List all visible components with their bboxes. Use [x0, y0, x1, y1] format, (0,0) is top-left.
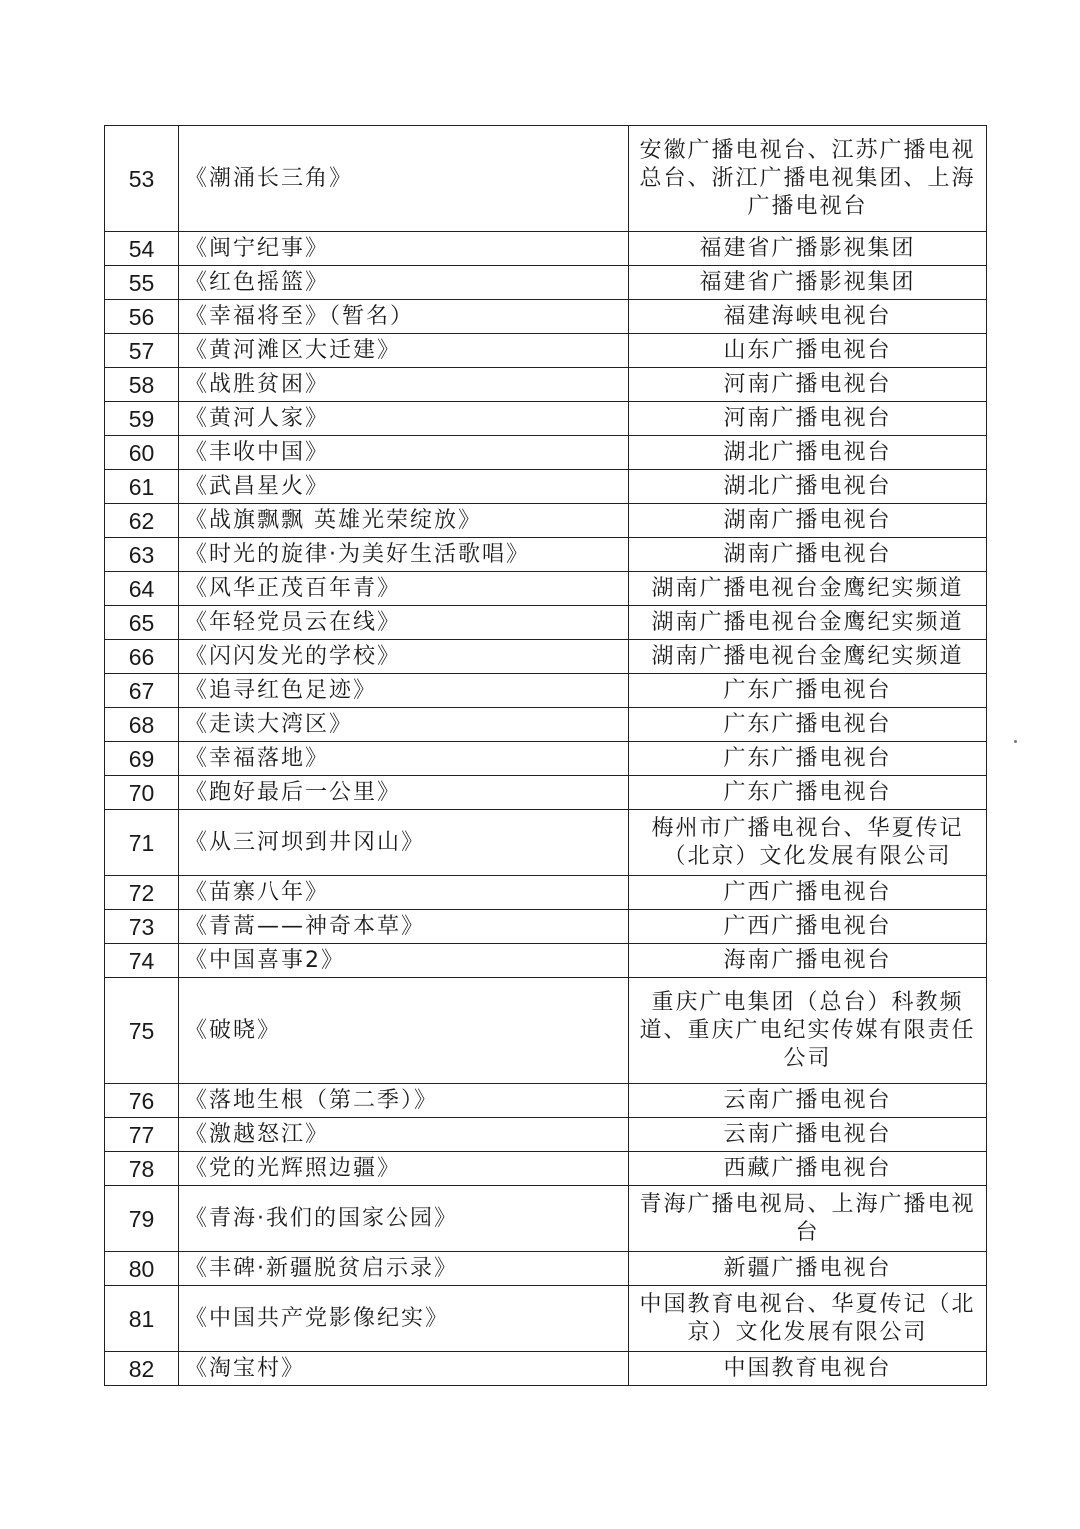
producer-organization: 河南广播电视台 — [629, 368, 987, 402]
producer-organization: 广东广播电视台 — [629, 708, 987, 742]
table-row — [105, 640, 987, 674]
table-row — [105, 368, 987, 402]
table-row — [105, 232, 987, 266]
row-number: 69 — [105, 742, 179, 776]
producer-organization: 广西广播电视台 — [629, 910, 987, 944]
row-number: 72 — [105, 876, 179, 910]
producer-organization: 福建海峡电视台 — [629, 300, 987, 334]
program-title: 《闽宁纪事》 — [179, 232, 629, 266]
program-title: 《闪闪发光的学校》 — [179, 640, 629, 674]
table-row — [105, 334, 987, 368]
program-table-container — [104, 125, 986, 1386]
table-row — [105, 538, 987, 572]
row-number: 53 — [105, 126, 179, 232]
program-title: 《战旗飘飘 英雄光荣绽放》 — [179, 504, 629, 538]
program-title: 《潮涌长三角》 — [179, 126, 629, 232]
program-title: 《中国喜事2》 — [179, 944, 629, 978]
program-title: 《激越怒江》 — [179, 1118, 629, 1152]
producer-organization: 湖北广播电视台 — [629, 436, 987, 470]
program-title: 《丰碑·新疆脱贫启示录》 — [179, 1252, 629, 1286]
row-number: 64 — [105, 572, 179, 606]
producer-organization: 湖南广播电视台 — [629, 504, 987, 538]
table-row — [105, 708, 987, 742]
row-number: 58 — [105, 368, 179, 402]
row-number: 78 — [105, 1152, 179, 1186]
row-number: 68 — [105, 708, 179, 742]
producer-organization: 湖北广播电视台 — [629, 470, 987, 504]
table-row — [105, 876, 987, 910]
table-row — [105, 1084, 987, 1118]
table-row — [105, 978, 987, 1084]
table-row — [105, 572, 987, 606]
producer-organization: 湖南广播电视台金鹰纪实频道 — [629, 606, 987, 640]
producer-organization: 西藏广播电视台 — [629, 1152, 987, 1186]
row-number: 62 — [105, 504, 179, 538]
program-title: 《年轻党员云在线》 — [179, 606, 629, 640]
program-title: 《淘宝村》 — [179, 1352, 629, 1386]
row-number: 70 — [105, 776, 179, 810]
program-title: 《幸福将至》（暂名） — [179, 300, 629, 334]
table-row — [105, 1186, 987, 1252]
producer-organization: 福建省广播影视集团 — [629, 266, 987, 300]
producer-organization: 云南广播电视台 — [629, 1118, 987, 1152]
table-row — [105, 1252, 987, 1286]
table-row — [105, 504, 987, 538]
row-number: 59 — [105, 402, 179, 436]
table-row — [105, 1286, 987, 1352]
program-title: 《党的光辉照边疆》 — [179, 1152, 629, 1186]
producer-organization: 广西广播电视台 — [629, 876, 987, 910]
table-row — [105, 470, 987, 504]
row-number: 56 — [105, 300, 179, 334]
program-title: 《落地生根（第二季）》 — [179, 1084, 629, 1118]
row-number: 77 — [105, 1118, 179, 1152]
program-title: 《黄河滩区大迁建》 — [179, 334, 629, 368]
table-row — [105, 944, 987, 978]
row-number: 57 — [105, 334, 179, 368]
table-row — [105, 674, 987, 708]
program-title: 《青海·我们的国家公园》 — [179, 1186, 629, 1252]
program-title: 《黄河人家》 — [179, 402, 629, 436]
program-title: 《武昌星火》 — [179, 470, 629, 504]
producer-organization: 青海广播电视局、上海广播电视台 — [629, 1186, 987, 1252]
producer-organization: 湖南广播电视台 — [629, 538, 987, 572]
row-number: 79 — [105, 1186, 179, 1252]
program-title: 《破晓》 — [179, 978, 629, 1084]
producer-organization: 广东广播电视台 — [629, 674, 987, 708]
row-number: 66 — [105, 640, 179, 674]
table-row — [105, 300, 987, 334]
table-row — [105, 810, 987, 876]
table-row — [105, 436, 987, 470]
program-title: 《风华正茂百年青》 — [179, 572, 629, 606]
table-row — [105, 1352, 987, 1386]
table-row — [105, 742, 987, 776]
program-table — [104, 125, 987, 1386]
table-row — [105, 910, 987, 944]
table-row — [105, 1118, 987, 1152]
producer-organization: 广东广播电视台 — [629, 742, 987, 776]
program-title: 《跑好最后一公里》 — [179, 776, 629, 810]
row-number: 65 — [105, 606, 179, 640]
producer-organization: 新疆广播电视台 — [629, 1252, 987, 1286]
scan-speck — [1014, 740, 1017, 743]
program-title: 《从三河坝到井冈山》 — [179, 810, 629, 876]
table-row — [105, 266, 987, 300]
table-row — [105, 126, 987, 232]
row-number: 81 — [105, 1286, 179, 1352]
row-number: 54 — [105, 232, 179, 266]
program-title: 《走读大湾区》 — [179, 708, 629, 742]
producer-organization: 云南广播电视台 — [629, 1084, 987, 1118]
row-number: 61 — [105, 470, 179, 504]
row-number: 73 — [105, 910, 179, 944]
producer-organization: 山东广播电视台 — [629, 334, 987, 368]
row-number: 67 — [105, 674, 179, 708]
table-row — [105, 1152, 987, 1186]
program-title: 《幸福落地》 — [179, 742, 629, 776]
producer-organization: 广东广播电视台 — [629, 776, 987, 810]
table-row — [105, 606, 987, 640]
producer-organization: 河南广播电视台 — [629, 402, 987, 436]
program-title: 《丰收中国》 — [179, 436, 629, 470]
row-number: 80 — [105, 1252, 179, 1286]
row-number: 60 — [105, 436, 179, 470]
producer-organization: 重庆广电集团（总台）科教频道、重庆广电纪实传媒有限责任公司 — [629, 978, 987, 1084]
producer-organization: 福建省广播影视集团 — [629, 232, 987, 266]
row-number: 71 — [105, 810, 179, 876]
program-title: 《青蒿——神奇本草》 — [179, 910, 629, 944]
producer-organization: 安徽广播电视台、江苏广播电视总台、浙江广播电视集团、上海广播电视台 — [629, 126, 987, 232]
program-title: 《红色摇篮》 — [179, 266, 629, 300]
program-title: 《时光的旋律·为美好生活歌唱》 — [179, 538, 629, 572]
program-title: 《苗寨八年》 — [179, 876, 629, 910]
row-number: 63 — [105, 538, 179, 572]
program-title: 《战胜贫困》 — [179, 368, 629, 402]
program-title: 《追寻红色足迹》 — [179, 674, 629, 708]
producer-organization: 湖南广播电视台金鹰纪实频道 — [629, 572, 987, 606]
row-number: 82 — [105, 1352, 179, 1386]
row-number: 75 — [105, 978, 179, 1084]
row-number: 76 — [105, 1084, 179, 1118]
program-title: 《中国共产党影像纪实》 — [179, 1286, 629, 1352]
row-number: 74 — [105, 944, 179, 978]
program-table-body — [105, 126, 987, 1386]
producer-organization: 中国教育电视台、华夏传记（北京）文化发展有限公司 — [629, 1286, 987, 1352]
table-row — [105, 402, 987, 436]
producer-organization: 湖南广播电视台金鹰纪实频道 — [629, 640, 987, 674]
producer-organization: 中国教育电视台 — [629, 1352, 987, 1386]
producer-organization: 梅州市广播电视台、华夏传记（北京）文化发展有限公司 — [629, 810, 987, 876]
table-row — [105, 776, 987, 810]
producer-organization: 海南广播电视台 — [629, 944, 987, 978]
row-number: 55 — [105, 266, 179, 300]
